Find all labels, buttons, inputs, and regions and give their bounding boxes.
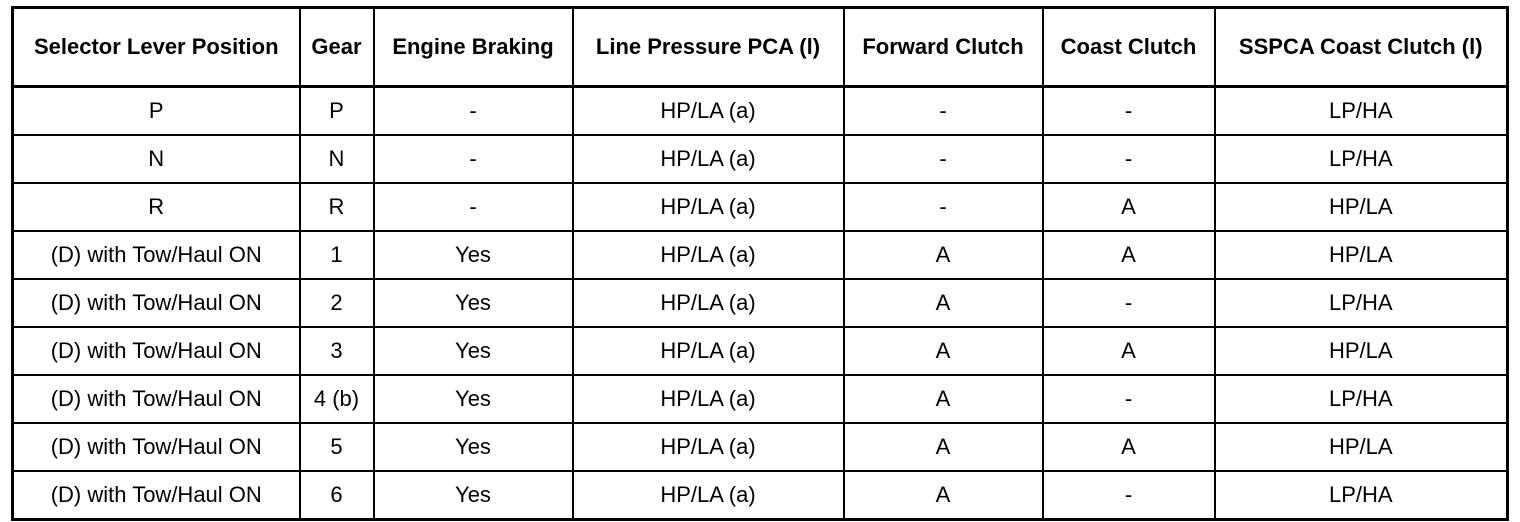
cell-selector-lever-position: (D) with Tow/Haul ON <box>13 231 300 279</box>
cell-coast-clutch: - <box>1043 135 1215 183</box>
table-row <box>13 279 1508 327</box>
cell-engine-braking: - <box>374 183 573 231</box>
cell-coast-clutch: A <box>1043 327 1215 375</box>
cell-sspca-coast-clutch: HP/LA <box>1215 231 1508 279</box>
table-row <box>13 423 1508 471</box>
table-row <box>13 183 1508 231</box>
cell-forward-clutch: A <box>844 375 1043 423</box>
cell-line-pressure-pca: HP/LA (a) <box>573 231 844 279</box>
cell-coast-clutch: - <box>1043 471 1215 520</box>
cell-selector-lever-position: (D) with Tow/Haul ON <box>13 327 300 375</box>
cell-forward-clutch: A <box>844 327 1043 375</box>
header-sspca-coast-clutch: SSPCA Coast Clutch (l) <box>1215 8 1508 87</box>
header-coast-clutch: Coast Clutch <box>1043 8 1215 87</box>
table-row <box>13 231 1508 279</box>
header-forward-clutch: Forward Clutch <box>844 8 1043 87</box>
cell-coast-clutch: - <box>1043 279 1215 327</box>
table-row <box>13 375 1508 423</box>
cell-selector-lever-position: R <box>13 183 300 231</box>
table-row <box>13 87 1508 136</box>
cell-forward-clutch: A <box>844 279 1043 327</box>
cell-selector-lever-position: P <box>13 87 300 136</box>
cell-gear: N <box>300 135 374 183</box>
header-row <box>13 8 1508 87</box>
cell-sspca-coast-clutch: HP/LA <box>1215 423 1508 471</box>
table-header <box>13 8 1508 87</box>
table-row <box>13 327 1508 375</box>
cell-selector-lever-position: (D) with Tow/Haul ON <box>13 471 300 520</box>
cell-line-pressure-pca: HP/LA (a) <box>573 279 844 327</box>
cell-line-pressure-pca: HP/LA (a) <box>573 471 844 520</box>
cell-forward-clutch: A <box>844 423 1043 471</box>
cell-gear: 1 <box>300 231 374 279</box>
cell-engine-braking: Yes <box>374 471 573 520</box>
cell-engine-braking: Yes <box>374 327 573 375</box>
cell-coast-clutch: A <box>1043 423 1215 471</box>
cell-selector-lever-position: (D) with Tow/Haul ON <box>13 279 300 327</box>
header-line-pressure-pca: Line Pressure PCA (l) <box>573 8 844 87</box>
cell-sspca-coast-clutch: LP/HA <box>1215 135 1508 183</box>
cell-gear: P <box>300 87 374 136</box>
cell-sspca-coast-clutch: HP/LA <box>1215 183 1508 231</box>
cell-engine-braking: Yes <box>374 375 573 423</box>
cell-gear: 5 <box>300 423 374 471</box>
cell-line-pressure-pca: HP/LA (a) <box>573 327 844 375</box>
cell-sspca-coast-clutch: LP/HA <box>1215 87 1508 136</box>
cell-engine-braking: - <box>374 135 573 183</box>
cell-forward-clutch: - <box>844 135 1043 183</box>
cell-line-pressure-pca: HP/LA (a) <box>573 375 844 423</box>
table-row <box>13 471 1508 520</box>
cell-sspca-coast-clutch: HP/LA <box>1215 327 1508 375</box>
cell-forward-clutch: - <box>844 87 1043 136</box>
cell-engine-braking: Yes <box>374 423 573 471</box>
cell-sspca-coast-clutch: LP/HA <box>1215 279 1508 327</box>
cell-forward-clutch: A <box>844 471 1043 520</box>
cell-line-pressure-pca: HP/LA (a) <box>573 87 844 136</box>
header-engine-braking: Engine Braking <box>374 8 573 87</box>
header-gear: Gear <box>300 8 374 87</box>
cell-gear: 4 (b) <box>300 375 374 423</box>
cell-engine-braking: Yes <box>374 231 573 279</box>
cell-engine-braking: Yes <box>374 279 573 327</box>
cell-forward-clutch: - <box>844 183 1043 231</box>
cell-line-pressure-pca: HP/LA (a) <box>573 183 844 231</box>
cell-line-pressure-pca: HP/LA (a) <box>573 135 844 183</box>
cell-selector-lever-position: (D) with Tow/Haul ON <box>13 375 300 423</box>
cell-coast-clutch: A <box>1043 183 1215 231</box>
cell-coast-clutch: - <box>1043 87 1215 136</box>
cell-gear: R <box>300 183 374 231</box>
table-body <box>13 87 1508 520</box>
header-selector-lever-position: Selector Lever Position <box>13 8 300 87</box>
cell-gear: 6 <box>300 471 374 520</box>
cell-line-pressure-pca: HP/LA (a) <box>573 423 844 471</box>
clutch-application-table <box>11 6 1509 521</box>
table-row <box>13 135 1508 183</box>
cell-selector-lever-position: N <box>13 135 300 183</box>
cell-selector-lever-position: (D) with Tow/Haul ON <box>13 423 300 471</box>
cell-coast-clutch: - <box>1043 375 1215 423</box>
cell-engine-braking: - <box>374 87 573 136</box>
cell-coast-clutch: A <box>1043 231 1215 279</box>
cell-sspca-coast-clutch: LP/HA <box>1215 471 1508 520</box>
cell-sspca-coast-clutch: LP/HA <box>1215 375 1508 423</box>
cell-gear: 3 <box>300 327 374 375</box>
cell-forward-clutch: A <box>844 231 1043 279</box>
cell-gear: 2 <box>300 279 374 327</box>
